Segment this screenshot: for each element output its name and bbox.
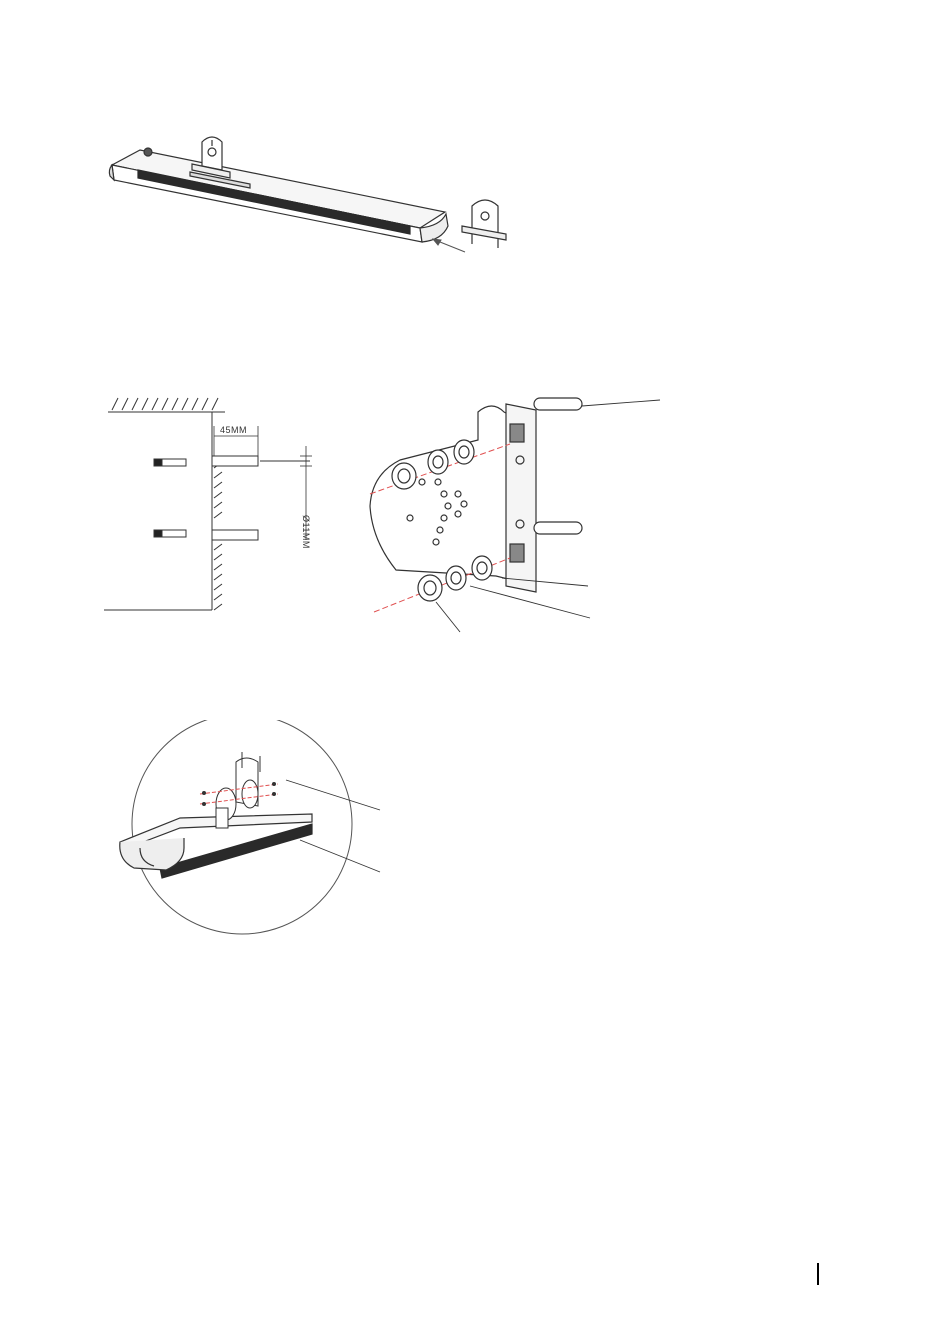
slide-arrow	[433, 239, 465, 252]
heater-bracket-slide-figure	[100, 130, 520, 265]
bracket-plate-exploded-figure	[360, 390, 670, 635]
wall	[104, 412, 222, 610]
anchor-bolts	[154, 459, 186, 537]
wall-spacing-figure	[100, 390, 330, 615]
heater-body	[109, 148, 448, 242]
page-number-rule	[817, 1263, 819, 1285]
mounting-slots	[212, 456, 310, 540]
detail-circle-figure	[100, 720, 390, 940]
bracket-loose	[462, 200, 506, 248]
dim-vertical-label: Ø11MM	[301, 515, 311, 549]
dim-horizontal-label: 45MM	[220, 425, 248, 435]
ceiling-hatch	[108, 398, 225, 412]
